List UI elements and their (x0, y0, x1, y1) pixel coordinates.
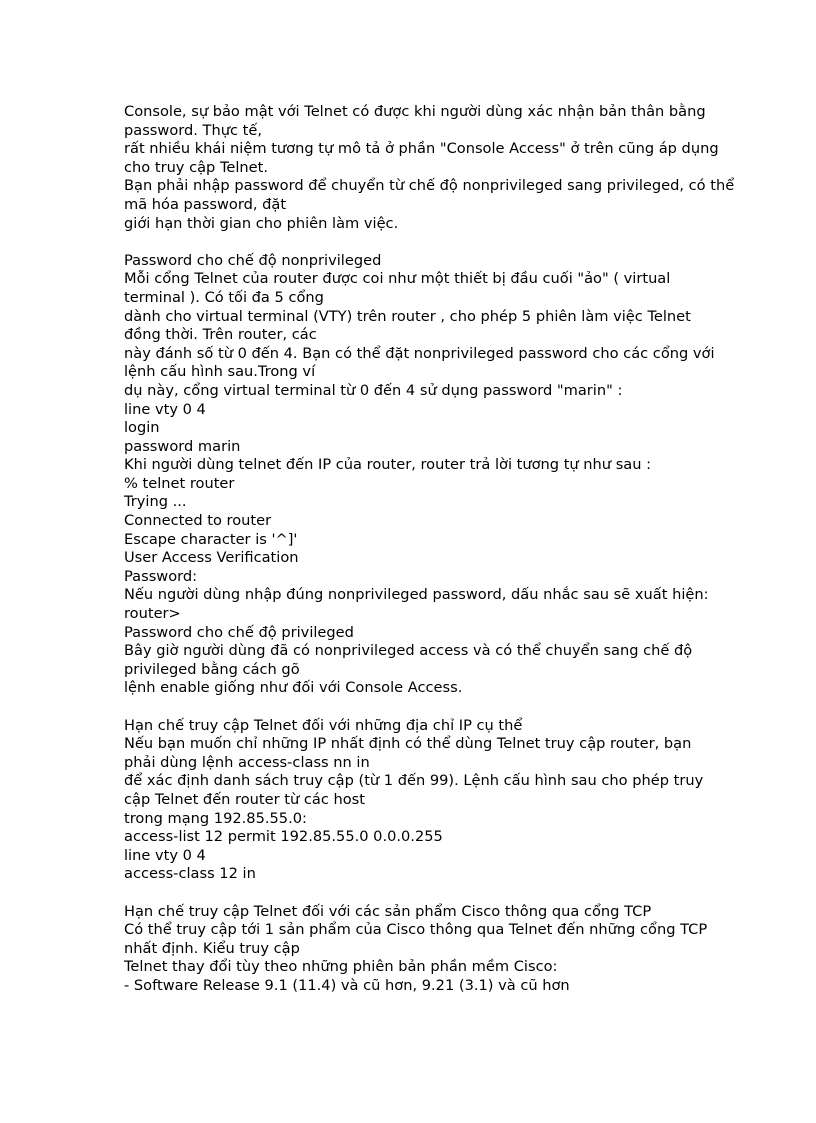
text-line: Password: (124, 567, 198, 585)
text-line: access-list 12 permit 192.85.55.0 0.0.0.255 (124, 828, 443, 846)
text-line: để xác định danh sách truy cập (từ 1 đến 99). Lệnh cấu hình sau cho phép truy (124, 772, 704, 790)
text-line: Console, sự bảo mật với Telnet có được khi người dùng xác nhận bản thân bằng (124, 103, 706, 120)
text-line: lệnh cấu hình sau.Trong ví (124, 363, 316, 381)
text-line: Nếu bạn muốn chỉ những IP nhất định có thể dùng Telnet truy cập router, bạn (124, 735, 692, 753)
document-page (124, 103, 752, 996)
text-line: Telnet thay đổi tùy theo những phiên bản phần mềm Cisco: (124, 958, 558, 976)
text-line: cho truy cập Telnet. (124, 158, 269, 176)
text-line: Hạn chế truy cập Telnet đối với những địa chỉ IP cụ thể (124, 716, 523, 734)
text-line: này đánh số từ 0 đến 4. Bạn có thể đặt nonprivileged password cho các cổng với (124, 344, 715, 362)
text-line: mã hóa password, đặt (124, 195, 287, 213)
text-line: lệnh enable giống như đối với Console Access. (124, 679, 463, 697)
text-line: line vty 0 4 (124, 846, 206, 864)
text-line: Escape character is '^]' (124, 530, 298, 548)
text-line: đồng thời. Trên router, các (124, 326, 317, 344)
blank-line (124, 884, 752, 903)
text-line: dành cho virtual terminal (VTY) trên router , cho phép 5 phiên làm việc Telnet (124, 307, 691, 325)
text-line: trong mạng 192.85.55.0: (124, 809, 307, 827)
text-line: password. Thực tế, (124, 121, 262, 139)
text-line: line vty 0 4 (124, 400, 206, 418)
text-line: Mỗi cổng Telnet của router được coi như một thiết bị đầu cuối "ảo" ( virtual (124, 270, 671, 288)
text-line: Nếu người dùng nhập đúng nonprivileged password, dấu nhắc sau sẽ xuất hiện: (124, 586, 709, 604)
text-line: Password cho chế độ nonprivileged (124, 251, 382, 269)
text-line: nhất định. Kiểu truy cập (124, 939, 300, 957)
text-line: % telnet router (124, 474, 235, 492)
text-line: Khi người dùng telnet đến IP của router, router trả lời tương tự như sau : (124, 456, 652, 474)
text-line: Bây giờ người dùng đã có nonprivileged access và có thể chuyển sang chế độ (124, 642, 693, 660)
text-line: access-class 12 in (124, 865, 256, 883)
text-line: Password cho chế độ privileged (124, 623, 354, 641)
text-line: User Access Verification (124, 549, 299, 567)
text-line: login (124, 419, 160, 437)
text-line: cập Telnet đến router từ các host (124, 790, 365, 808)
text-line: - Software Release 9.1 (11.4) và cũ hơn, 9.21 (3.1) và cũ hơn (124, 976, 570, 994)
text-line: privileged bằng cách gõ (124, 660, 300, 678)
blank-line (124, 233, 752, 252)
text-line: dụ này, cổng virtual terminal từ 0 đến 4 sử dụng password "marin" : (124, 381, 623, 399)
blank-line (124, 698, 752, 717)
text-line: giới hạn thời gian cho phiên làm việc. (124, 214, 399, 232)
text-line: Connected to router (124, 512, 272, 530)
text-line: terminal ). Có tối đa 5 cổng (124, 288, 324, 306)
text-line: rất nhiều khái niệm tương tự mô tả ở phần "Console Access" ở trên cũng áp dụng (124, 140, 719, 158)
text-line: router> (124, 605, 181, 623)
text-line: phải dùng lệnh access-class nn in (124, 753, 370, 771)
text-line: Hạn chế truy cập Telnet đối với các sản phẩm Cisco thông qua cổng TCP (124, 902, 652, 920)
text-line: Có thể truy cập tới 1 sản phẩm của Cisco thông qua Telnet đến những cổng TCP (124, 921, 708, 939)
text-line: Bạn phải nhập password để chuyển từ chế độ nonprivileged sang privileged, có thể (124, 177, 735, 195)
text-line: password marin (124, 437, 241, 455)
text-line: Trying ... (124, 493, 187, 511)
